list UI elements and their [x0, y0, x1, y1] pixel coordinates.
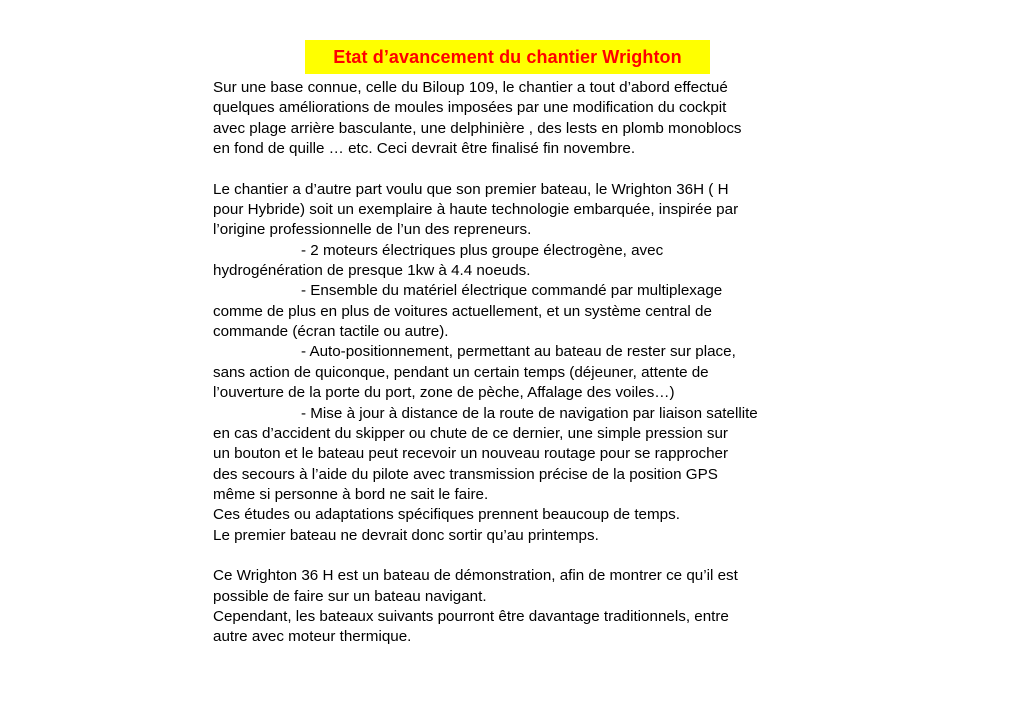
text-line: Cependant, les bateaux suivants pourront être davantage traditionnels, entre	[213, 607, 729, 625]
text-line: un bouton et le bateau peut recevoir un nouveau routage pour se rapprocher	[213, 445, 729, 463]
text-line: même si personne à bord ne sait le faire.	[213, 485, 489, 503]
paragraph-gap	[213, 546, 823, 566]
bullet-line: - 2 moteurs électriques plus groupe électrogène, avec	[301, 241, 664, 259]
text-line: Ce Wrighton 36 H est un bateau de démonstration, afin de montrer ce qu’il est	[213, 567, 738, 585]
text-line: possible de faire sur un bateau navigant.	[213, 587, 487, 605]
bullet-line: - Mise à jour à distance de la route de navigation par liaison satellite	[301, 404, 758, 422]
text-line: avec plage arrière basculante, une delphinière , des lests en plomb monoblocs	[213, 119, 742, 137]
text-line: commande (écran tactile ou autre).	[213, 323, 449, 341]
text-line: en fond de quille … etc. Ceci devrait être finalisé fin novembre.	[213, 140, 636, 158]
text-line: quelques améliorations de moules imposées par une modification du cockpit	[213, 99, 727, 117]
text-line: Sur une base connue, celle du Biloup 109, le chantier a tout d’abord effectué	[213, 79, 728, 96]
text-line: l’origine professionnelle de l’un des repreneurs.	[213, 221, 532, 239]
text-line: sans action de quiconque, pendant un certain temps (déjeuner, attente de	[213, 363, 709, 381]
text-line: en cas d’accident du skipper ou chute de ce dernier, une simple pression sur	[213, 424, 728, 442]
document-body	[213, 78, 823, 648]
text-line: hydrogénération de presque 1kw à 4.4 noeuds.	[213, 262, 531, 280]
text-line: Le chantier a d’autre part voulu que son premier bateau, le Wrighton 36H ( H	[213, 180, 729, 198]
text-line: Le premier bateau ne devrait donc sortir qu’au printemps.	[213, 526, 599, 544]
page-title: Etat d’avancement du chantier Wrighton	[333, 46, 682, 67]
title-banner	[305, 40, 710, 74]
text-line: Ces études ou adaptations spécifiques prennent beaucoup de temps.	[213, 506, 680, 524]
bullet-line: - Auto-positionnement, permettant au bateau de rester sur place,	[301, 343, 736, 361]
text-line: comme de plus en plus de voitures actuellement, et un système central de	[213, 302, 712, 320]
paragraph-gap	[213, 159, 823, 179]
text-line: l’ouverture de la porte du port, zone de pèche, Affalage des voiles…)	[213, 384, 675, 402]
text-line: autre avec moteur thermique.	[213, 628, 412, 646]
text-line: pour Hybride) soit un exemplaire à haute technologie embarquée, inspirée par	[213, 201, 739, 219]
bullet-line: - Ensemble du matériel électrique commandé par multiplexage	[301, 282, 723, 300]
text-line: des secours à l’aide du pilote avec transmission précise de la position GPS	[213, 465, 718, 483]
